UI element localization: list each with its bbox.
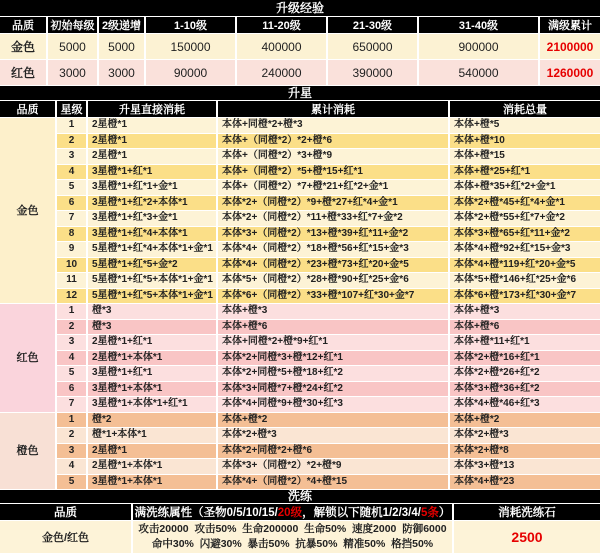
- star-level: 3: [57, 335, 88, 351]
- star-direct-cost: 3星橙*1+本体*1: [88, 475, 218, 491]
- star-cumulative-cost: 本体*4+（同橙*2）*4+橙*15: [218, 475, 450, 491]
- star-row: [0, 273, 600, 289]
- star-total-cost: 本体*3+橙*65+红*11+金*2: [450, 227, 600, 243]
- star-level: 4: [57, 351, 88, 367]
- star-level: 1: [57, 118, 88, 134]
- star-cumulative-cost: 本体+（同橙*2）*3+橙*9: [218, 149, 450, 165]
- star-total-cost: 本体*4+橙*92+红*15+金*3: [450, 242, 600, 258]
- star-row: [0, 149, 600, 165]
- star-total-cost: 本体+橙*11+红*1: [450, 335, 600, 351]
- star-direct-cost: 3星橙*1+红*1+金*1: [88, 180, 218, 196]
- star-total-cost: 本体+橙*25+红*1: [450, 165, 600, 181]
- exp-col-header: 21-30级: [328, 17, 419, 34]
- star-level: 7: [57, 211, 88, 227]
- wash-attr-header-part1: 满洗练属性（圣物0/5/10/15/: [134, 507, 278, 519]
- exp-value: 240000: [237, 60, 328, 86]
- star-total-cost: 本体+橙*10: [450, 134, 600, 150]
- star-row: [0, 459, 600, 475]
- exp-value: 3000: [48, 60, 99, 86]
- star-total-cost: 本体+橙*6: [450, 320, 600, 336]
- star-cumulative-cost: 本体*6+（同橙*2）*33+橙*107+红*30+金*7: [218, 289, 450, 305]
- star-row: [0, 428, 600, 444]
- exp-title-row: [0, 0, 600, 17]
- exp-quality: 红色: [0, 60, 48, 86]
- exp-col-header: 满级累计: [540, 17, 600, 34]
- star-direct-cost: 2星橙*1: [88, 118, 218, 134]
- star-cumulative-cost: 本体*2+橙*3: [218, 428, 450, 444]
- star-col-header: 升星直接消耗: [88, 101, 218, 118]
- star-row: [0, 258, 600, 274]
- star-cumulative-cost: 本体*2+同橙*5+橙*18+红*2: [218, 366, 450, 382]
- wash-stone-cost: 2500: [454, 521, 600, 553]
- star-cumulative-cost: 本体+（同橙*2）*5+橙*15+红*1: [218, 165, 450, 181]
- star-total-cost: 本体*3+橙*13: [450, 459, 600, 475]
- exp-value: 5000: [48, 34, 99, 60]
- star-direct-cost: 5星橙*1+红*5+本体*1+金*1: [88, 289, 218, 305]
- star-row: [0, 382, 600, 398]
- wash-attr-header-red2: 5条: [420, 507, 439, 519]
- star-row: [0, 165, 600, 181]
- star-level: 5: [57, 475, 88, 491]
- star-row: [0, 397, 600, 413]
- wash-table-title: 洗练: [0, 490, 600, 504]
- star-col-header: 品质: [0, 101, 57, 118]
- wash-quality-header: 品质: [0, 504, 133, 521]
- star-total-cost: 本体*5+橙*146+红*25+金*6: [450, 273, 600, 289]
- star-cumulative-cost: 本体+橙*3: [218, 304, 450, 320]
- exp-col-header: 2级递增: [99, 17, 146, 34]
- star-quality: 红色: [0, 304, 57, 413]
- star-row: [0, 196, 600, 212]
- star-direct-cost: 2星橙*1: [88, 149, 218, 165]
- star-col-header: 累计消耗: [218, 101, 450, 118]
- wash-attr-header-part3: ）: [438, 507, 451, 519]
- star-row: [0, 351, 600, 367]
- star-quality: 橙色: [0, 413, 57, 491]
- star-total-cost: 本体*4+橙*119+红*20+金*5: [450, 258, 600, 274]
- wash-quality: 金色/红色: [0, 521, 133, 553]
- star-total-cost: 本体*3+橙*36+红*2: [450, 382, 600, 398]
- star-total-cost: 本体*2+橙*3: [450, 428, 600, 444]
- star-row: [0, 444, 600, 460]
- star-row: [0, 320, 600, 336]
- star-total-cost: 本体*2+橙*45+红*4+金*1: [450, 196, 600, 212]
- exp-header-row: [0, 17, 600, 34]
- star-direct-cost: 橙*2: [88, 413, 218, 429]
- star-row: [0, 335, 600, 351]
- star-direct-cost: 5星橙*1+红*4+本体*1+金*1: [88, 242, 218, 258]
- star-level: 1: [57, 413, 88, 429]
- exp-table: [0, 0, 600, 86]
- star-total-cost: 本体*2+橙*16+红*1: [450, 351, 600, 367]
- wash-attr-header-red1: 20级: [277, 507, 303, 519]
- star-level: 4: [57, 165, 88, 181]
- star-level: 4: [57, 459, 88, 475]
- exp-total: 1260000: [540, 60, 600, 86]
- star-row: [0, 304, 600, 320]
- star-direct-cost: 2星橙*1+本体*1: [88, 351, 218, 367]
- star-cumulative-cost: 本体*3+（同橙*2）*2+橙*9: [218, 459, 450, 475]
- star-row: [0, 211, 600, 227]
- star-cumulative-cost: 本体*2+同橙*3+橙*12+红*1: [218, 351, 450, 367]
- exp-value: 400000: [237, 34, 328, 60]
- star-total-cost: 本体*2+橙*55+红*7+金*2: [450, 211, 600, 227]
- star-row: [0, 475, 600, 491]
- exp-value: 540000: [419, 60, 540, 86]
- exp-value: 150000: [146, 34, 237, 60]
- star-direct-cost: 橙*3: [88, 304, 218, 320]
- exp-value: 390000: [328, 60, 419, 86]
- star-total-cost: 本体*2+橙*8: [450, 444, 600, 460]
- star-cumulative-cost: 本体*4+（同橙*2）*18+橙*56+红*15+金*3: [218, 242, 450, 258]
- star-level: 3: [57, 149, 88, 165]
- star-direct-cost: 3星橙*1+红*1: [88, 165, 218, 181]
- exp-table-title: 升级经验: [0, 0, 600, 17]
- wash-attr-header: [133, 504, 454, 521]
- star-cumulative-cost: 本体*2+（同橙*2）*9+橙*27+红*4+金*1: [218, 196, 450, 212]
- star-level: 12: [57, 289, 88, 305]
- exp-value: 3000: [99, 60, 146, 86]
- star-direct-cost: 5星橙*1+红*5+金*2: [88, 258, 218, 274]
- wash-header-row: [0, 504, 600, 521]
- star-table-title: 升星: [0, 86, 600, 101]
- star-col-header: 星级: [57, 101, 88, 118]
- star-level: 3: [57, 444, 88, 460]
- star-direct-cost: 2星橙*1+本体*1: [88, 459, 218, 475]
- star-level: 9: [57, 242, 88, 258]
- star-cumulative-cost: 本体+橙*6: [218, 320, 450, 336]
- star-total-cost: 本体*4+橙*46+红*3: [450, 397, 600, 413]
- star-cumulative-cost: 本体+（同橙*2）*7+橙*21+红*2+金*1: [218, 180, 450, 196]
- star-direct-cost: 2星橙*1+红*1: [88, 335, 218, 351]
- exp-row: [0, 60, 600, 86]
- star-cumulative-cost: 本体+橙*2: [218, 413, 450, 429]
- star-total-cost: 本体+橙*2: [450, 413, 600, 429]
- star-table: [0, 86, 600, 490]
- exp-col-header: 11-20级: [237, 17, 328, 34]
- exp-value: 650000: [328, 34, 419, 60]
- star-cumulative-cost: 本体+同橙*2+橙*9+红*1: [218, 335, 450, 351]
- star-direct-cost: 5星橙*1+红*5+本体*1+金*1: [88, 273, 218, 289]
- star-row: [0, 366, 600, 382]
- star-direct-cost: 3星橙*1+红*2+本体*1: [88, 196, 218, 212]
- star-cumulative-cost: 本体*3+（同橙*2）*13+橙*39+红*11+金*2: [218, 227, 450, 243]
- star-total-cost: 本体*6+橙*173+红*30+金*7: [450, 289, 600, 305]
- star-direct-cost: 3星橙*1+本体*1: [88, 382, 218, 398]
- star-level: 1: [57, 304, 88, 320]
- star-cumulative-cost: 本体*2+同橙*2+橙*6: [218, 444, 450, 460]
- star-level: 2: [57, 320, 88, 336]
- exp-col-header: 31-40级: [419, 17, 540, 34]
- star-level: 5: [57, 366, 88, 382]
- star-row: [0, 413, 600, 429]
- wash-stone-header: 消耗洗练石: [454, 504, 600, 521]
- star-direct-cost: 3星橙*1+红*4+本体*1: [88, 227, 218, 243]
- exp-quality: 金色: [0, 34, 48, 60]
- exp-value: 900000: [419, 34, 540, 60]
- star-direct-cost: 橙*1+本体*1: [88, 428, 218, 444]
- star-level: 8: [57, 227, 88, 243]
- star-level: 11: [57, 273, 88, 289]
- wash-attr-line2: 命中30% 闪避30% 暴击50% 抗暴50% 精准50% 格挡50%: [151, 538, 434, 550]
- star-direct-cost: 2星橙*1: [88, 134, 218, 150]
- exp-col-header: 初始每级: [48, 17, 99, 34]
- exp-total: 2100000: [540, 34, 600, 60]
- wash-row: [0, 521, 600, 553]
- star-level: 6: [57, 196, 88, 212]
- star-row: [0, 242, 600, 258]
- star-row: [0, 289, 600, 305]
- wash-attributes: [133, 521, 454, 553]
- star-direct-cost: 2星橙*1: [88, 444, 218, 460]
- star-level: 7: [57, 397, 88, 413]
- star-total-cost: 本体+橙*3: [450, 304, 600, 320]
- star-level: 6: [57, 382, 88, 398]
- star-total-cost: 本体+橙*35+红*2+金*1: [450, 180, 600, 196]
- star-level: 2: [57, 134, 88, 150]
- star-quality: 金色: [0, 118, 57, 304]
- star-direct-cost: 橙*3: [88, 320, 218, 336]
- wash-attr-header-part2: ，解锁以下随机1/2/3/4/: [302, 507, 421, 519]
- star-cumulative-cost: 本体*3+同橙*7+橙*24+红*2: [218, 382, 450, 398]
- star-row: [0, 118, 600, 134]
- star-col-header: 消耗总量: [450, 101, 600, 118]
- star-cumulative-cost: 本体*5+（同橙*2）*28+橙*90+红*25+金*6: [218, 273, 450, 289]
- star-row: [0, 134, 600, 150]
- star-title-row: [0, 86, 600, 101]
- exp-col-header: 1-10级: [146, 17, 237, 34]
- star-cumulative-cost: 本体+（同橙*2）*2+橙*6: [218, 134, 450, 150]
- star-total-cost: 本体*2+橙*26+红*2: [450, 366, 600, 382]
- star-row: [0, 227, 600, 243]
- star-level: 2: [57, 428, 88, 444]
- star-cumulative-cost: 本体*4+同橙*9+橙*30+红*3: [218, 397, 450, 413]
- star-direct-cost: 3星橙*1+红*1: [88, 366, 218, 382]
- wash-attr-line1: 攻击20000 攻击50% 生命200000 生命50% 速度2000 防御6000: [138, 523, 447, 535]
- star-total-cost: 本体+橙*15: [450, 149, 600, 165]
- star-direct-cost: 3星橙*1+红*3+金*1: [88, 211, 218, 227]
- star-cumulative-cost: 本体*4+（同橙*2）*23+橙*73+红*20+金*5: [218, 258, 450, 274]
- star-total-cost: 本体+橙*5: [450, 118, 600, 134]
- star-cumulative-cost: 本体+同橙*2+橙*3: [218, 118, 450, 134]
- star-level: 5: [57, 180, 88, 196]
- exp-value: 90000: [146, 60, 237, 86]
- exp-col-header: 品质: [0, 17, 48, 34]
- star-level: 10: [57, 258, 88, 274]
- star-row: [0, 180, 600, 196]
- wash-table: [0, 490, 600, 553]
- star-direct-cost: 3星橙*1+本体*1+红*1: [88, 397, 218, 413]
- star-cumulative-cost: 本体*2+（同橙*2）*11+橙*33+红*7+金*2: [218, 211, 450, 227]
- star-header-row: [0, 101, 600, 118]
- exp-value: 5000: [99, 34, 146, 60]
- wash-title-row: [0, 490, 600, 504]
- exp-row: [0, 34, 600, 60]
- star-total-cost: 本体*4+橙*23: [450, 475, 600, 491]
